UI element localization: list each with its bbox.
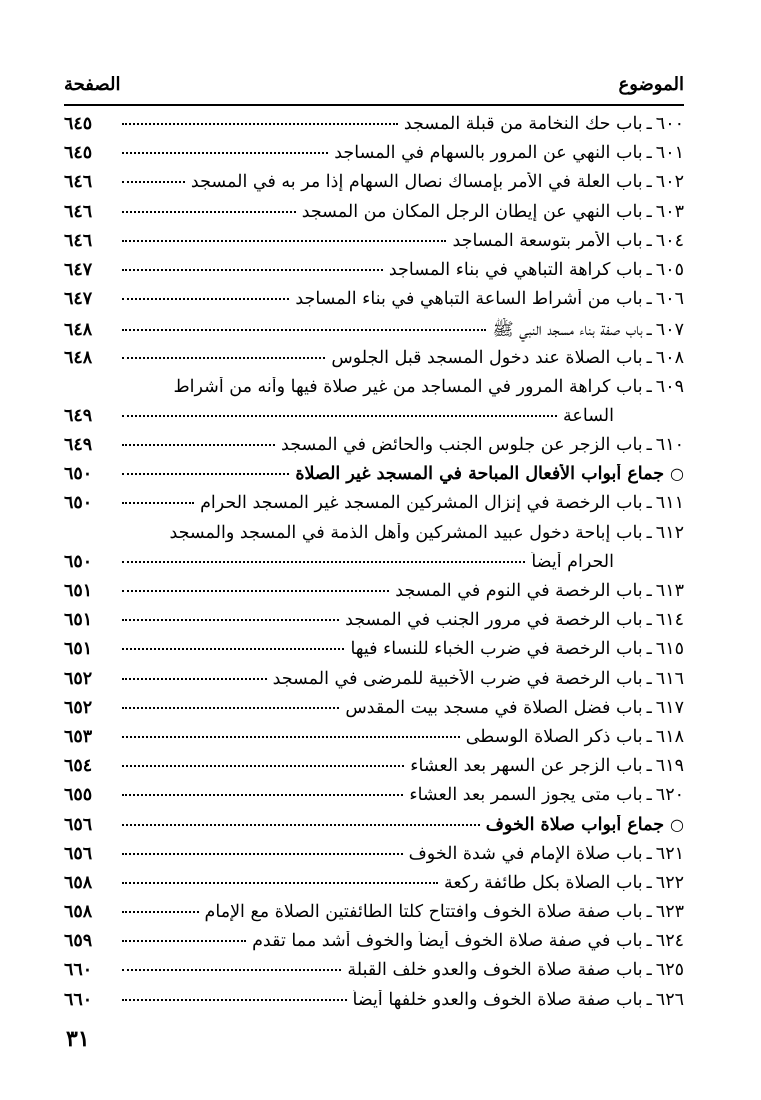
- entry-number: ٦٠٥: [655, 259, 684, 280]
- toc-entry: [64, 960, 684, 989]
- entry-number: ٦١١: [655, 493, 684, 514]
- entry-title: باب صفة صلاة الخوف والعدو خلفها أيضاً: [352, 989, 643, 1010]
- entry-page-number: ٦٥١: [64, 581, 93, 601]
- entry-dash: ـ: [646, 259, 652, 280]
- dot-leader: [122, 240, 446, 242]
- entry-title: باب فضل الصلاة في مسجد بيت المقدس: [345, 697, 643, 718]
- entry-page-number: ٦٥٦: [64, 814, 93, 835]
- entry-title: باب في صفة صلاة الخوف أيضاً والخوف أشد مما تقدم: [252, 931, 643, 952]
- entry-title: باب صفة صلاة الخوف وافتتاح كلتا الطائفتين الصلاة مع الإمام: [204, 902, 643, 923]
- dot-leader: [122, 181, 185, 183]
- dot-leader: [122, 123, 398, 125]
- entry-page-number: ٦٤٥: [64, 143, 93, 164]
- entry-title: باب الرخصة في ضرب الأخبية للمرضى في المسجد: [272, 668, 643, 689]
- entry-number: ٦٢٠: [655, 785, 684, 806]
- entry-number: ٦١٢: [655, 522, 684, 543]
- entry-title: باب الصلاة بكل طائفة ركعة: [443, 872, 643, 893]
- entry-number: ٦٢٦: [655, 989, 684, 1010]
- entry-page-number: ٦٤٨: [64, 320, 93, 341]
- entry-title: باب الأمر بتوسعة المساجد: [452, 230, 643, 251]
- entry-page-number: ٦٥٢: [64, 697, 93, 718]
- entry-page-number: ٦٤٩: [64, 435, 93, 456]
- entry-number: ٦٠٧: [655, 320, 684, 341]
- dot-leader: [122, 561, 525, 563]
- dot-leader: [122, 999, 347, 1001]
- entry-dash: ـ: [646, 289, 652, 310]
- dot-leader: [122, 298, 289, 300]
- dot-leader: [122, 357, 325, 359]
- entry-page-number: ٦٤٨: [64, 347, 93, 368]
- toc-entry: [64, 435, 684, 464]
- entry-page-number: ٦٥٤: [64, 756, 93, 777]
- entry-dash: ـ: [646, 668, 652, 689]
- entry-dash: ـ: [646, 493, 652, 514]
- entry-number: ٦٠٨: [655, 347, 684, 368]
- entry-title: باب الرخصة في إنزال المشركين المسجد غير المسجد الحرام: [200, 493, 643, 514]
- entry-number: ٦١٣: [655, 581, 684, 601]
- toc-entry: [64, 698, 684, 727]
- entry-number: ٦١٨: [655, 726, 684, 747]
- section-bullet-icon: ○: [670, 464, 684, 484]
- dot-leader: [122, 736, 460, 738]
- toc-entry-continuation: [64, 406, 684, 435]
- entry-title: باب صفة صلاة الخوف والعدو خلف القبلة: [347, 960, 643, 981]
- page-column-label: الصفحة: [64, 73, 121, 95]
- dot-leader: [122, 211, 296, 213]
- entry-page-number: ٦٤٦: [64, 230, 93, 251]
- toc-entry: [64, 639, 684, 668]
- toc-entry: [64, 785, 684, 814]
- entry-page-number: ٦٥٨: [64, 872, 93, 893]
- entry-title: باب إباحة دخول عبيد المشركين وأهل الذمة في المسجد والمسجد: [169, 522, 643, 543]
- toc-section-heading: [64, 815, 684, 844]
- entry-number: ٦٢٢: [655, 872, 684, 893]
- entry-page-number: ٦٥١: [64, 639, 93, 660]
- dot-leader: [122, 415, 557, 417]
- entry-title-continuation: الساعة: [563, 405, 614, 426]
- entry-title: باب الرخصة في مرور الجنب في المسجد: [345, 610, 643, 631]
- entry-number: ٦٠١: [655, 143, 684, 164]
- toc-entry: [64, 114, 684, 143]
- entry-dash: ـ: [646, 960, 652, 981]
- dot-leader: [122, 940, 246, 942]
- entry-title: باب كراهة المرور في المساجد من غير صلاة فيها وأنه من أشراط: [173, 376, 643, 397]
- toc-entry: [64, 902, 684, 931]
- header-divider: [64, 104, 684, 106]
- dot-leader: [122, 824, 480, 826]
- toc-entry-continuation: [64, 552, 684, 581]
- entry-dash: ـ: [646, 376, 652, 397]
- dot-leader: [122, 502, 194, 504]
- toc-entry: [64, 523, 684, 552]
- entry-title: باب العلة في الأمر بإمساك نصال السهام إذا مر به في المسجد: [190, 172, 643, 193]
- entry-number: ٦٢٣: [655, 902, 684, 923]
- toc-section-heading: [64, 464, 684, 493]
- entry-dash: ـ: [646, 610, 652, 631]
- entry-page-number: ٦٥٨: [64, 902, 93, 923]
- entry-title: باب الصلاة عند دخول المسجد قبل الجلوس: [331, 347, 643, 368]
- entry-title: باب صفة بناء مسجد النبي ﷺ: [492, 320, 643, 341]
- entry-title: باب صلاة الإمام في شدة الخوف: [408, 843, 643, 864]
- dot-leader: [122, 648, 344, 650]
- entry-dash: ـ: [646, 756, 652, 777]
- entry-page-number: ٦٤٥: [64, 114, 93, 134]
- entry-title: باب حك النخامة من قبلة المسجد: [403, 114, 643, 134]
- dot-leader: [122, 152, 328, 154]
- page-number: ٣١: [66, 1026, 90, 1052]
- dot-leader: [122, 329, 486, 331]
- toc-entry: [64, 289, 684, 318]
- entry-title: جماع أبواب صلاة الخوف: [485, 814, 665, 835]
- entry-number: ٦٠٩: [655, 376, 684, 397]
- dot-leader: [122, 619, 339, 621]
- toc-entry: [64, 669, 684, 698]
- entry-dash: ـ: [646, 114, 652, 134]
- entry-page-number: ٦٥٠: [64, 464, 93, 485]
- entry-dash: ـ: [646, 726, 652, 747]
- entry-dash: ـ: [646, 522, 652, 543]
- entry-dash: ـ: [646, 347, 652, 368]
- dot-leader: [122, 444, 275, 446]
- entry-dash: ـ: [646, 143, 652, 164]
- entry-title: باب ذكر الصلاة الوسطى: [465, 726, 643, 747]
- dot-leader: [122, 269, 383, 271]
- entry-page-number: ٦٤٧: [64, 259, 93, 280]
- entry-title: باب الرخصة في النوم في المسجد: [395, 581, 643, 601]
- entry-page-number: ٦٤٦: [64, 172, 93, 193]
- toc-entry: [64, 202, 684, 231]
- toc-entry: [64, 873, 684, 902]
- toc-entry: [64, 610, 684, 639]
- dot-leader: [122, 707, 339, 709]
- entry-title: باب من أشراط الساعة التباهي في بناء المساجد: [295, 289, 643, 310]
- dot-leader: [122, 853, 403, 855]
- toc-header: [64, 68, 684, 100]
- entry-number: ٦١٧: [655, 697, 684, 718]
- entry-page-number: ٦٤٩: [64, 405, 93, 426]
- toc-entry: [64, 260, 684, 289]
- entry-number: ٦١٠: [655, 435, 684, 456]
- entry-title: باب الزجر عن جلوس الجنب والحائض في المسجد: [281, 435, 643, 456]
- entry-dash: ـ: [646, 581, 652, 601]
- entry-number: ٦١٦: [655, 668, 684, 689]
- toc-entry: [64, 727, 684, 756]
- entry-dash: ـ: [646, 172, 652, 193]
- toc-entry: [64, 231, 684, 260]
- entry-dash: ـ: [646, 902, 652, 923]
- entry-page-number: ٦٥٢: [64, 668, 93, 689]
- entry-title: باب متى يجوز السمر بعد العشاء: [409, 785, 643, 806]
- entry-page-number: ٦٥٣: [64, 726, 93, 747]
- entry-page-number: ٦٥١: [64, 610, 93, 631]
- entry-dash: ـ: [646, 989, 652, 1010]
- entry-number: ٦٢٤: [655, 931, 684, 952]
- entry-dash: ـ: [646, 230, 652, 251]
- toc-entry: [64, 348, 684, 377]
- entry-page-number: ٦٦٠: [64, 960, 93, 981]
- toc-entry: [64, 844, 684, 873]
- entry-dash: ـ: [646, 843, 652, 864]
- entry-number: ٦٠٣: [655, 201, 684, 222]
- entry-dash: ـ: [646, 435, 652, 456]
- entry-dash: ـ: [646, 201, 652, 222]
- entry-number: ٦٠٢: [655, 172, 684, 193]
- entry-title: باب كراهة التباهي في بناء المساجد: [388, 259, 643, 280]
- entry-dash: ـ: [646, 785, 652, 806]
- entry-dash: ـ: [646, 931, 652, 952]
- entry-page-number: ٦٦٠: [64, 989, 93, 1010]
- dot-leader: [122, 882, 438, 884]
- dot-leader: [122, 678, 267, 680]
- toc-entry: [64, 377, 684, 406]
- entry-number: ٦٠٠: [655, 114, 684, 134]
- dot-leader: [122, 765, 404, 767]
- entry-title: باب الرخصة في ضرب الخباء للنساء فيها: [350, 639, 643, 660]
- toc-entry: [64, 172, 684, 201]
- entry-number: ٦٢١: [655, 843, 684, 864]
- toc-entry: [64, 931, 684, 960]
- entry-title: باب النهي عن المرور بالسهام في المساجد: [334, 143, 643, 164]
- entry-page-number: ٦٥٩: [64, 931, 93, 952]
- entry-title: باب النهي عن إيطان الرجل المكان من المسجد: [301, 201, 643, 222]
- table-of-contents: [64, 114, 684, 1019]
- toc-entry: [64, 493, 684, 522]
- entry-page-number: ٦٥٦: [64, 843, 93, 864]
- entry-title: باب الزجر عن السهر بعد العشاء: [410, 756, 643, 777]
- dot-leader: [122, 590, 389, 592]
- entry-dash: ـ: [646, 639, 652, 660]
- entry-dash: ـ: [646, 872, 652, 893]
- entry-dash: ـ: [646, 697, 652, 718]
- entry-page-number: ٦٥٠: [64, 493, 93, 514]
- dot-leader: [122, 911, 199, 913]
- entry-number: ٦١٩: [655, 756, 684, 777]
- entry-title: جماع أبواب الأفعال المباحة في المسجد غير الصلاة: [295, 464, 665, 485]
- toc-entry: [64, 143, 684, 172]
- entry-page-number: ٦٥٠: [64, 551, 93, 572]
- topic-column-label: الموضوع: [618, 73, 684, 95]
- entry-page-number: ٦٤٦: [64, 201, 93, 222]
- entry-number: ٦٢٥: [655, 960, 684, 981]
- entry-number: ٦١٤: [655, 610, 684, 631]
- entry-dash: ـ: [646, 320, 652, 341]
- dot-leader: [122, 794, 403, 796]
- section-bullet-icon: ○: [670, 814, 684, 834]
- dot-leader: [122, 473, 289, 475]
- entry-page-number: ٦٤٧: [64, 289, 93, 310]
- toc-entry: [64, 318, 684, 347]
- entry-number: ٦٠٦: [655, 289, 684, 310]
- toc-entry: [64, 581, 684, 610]
- entry-page-number: ٦٥٥: [64, 785, 93, 806]
- toc-entry: [64, 756, 684, 785]
- dot-leader: [122, 969, 341, 971]
- toc-entry: [64, 990, 684, 1019]
- entry-title-continuation: الحرام أيضاً: [531, 551, 614, 572]
- entry-number: ٦٠٤: [655, 230, 684, 251]
- entry-number: ٦١٥: [655, 639, 684, 660]
